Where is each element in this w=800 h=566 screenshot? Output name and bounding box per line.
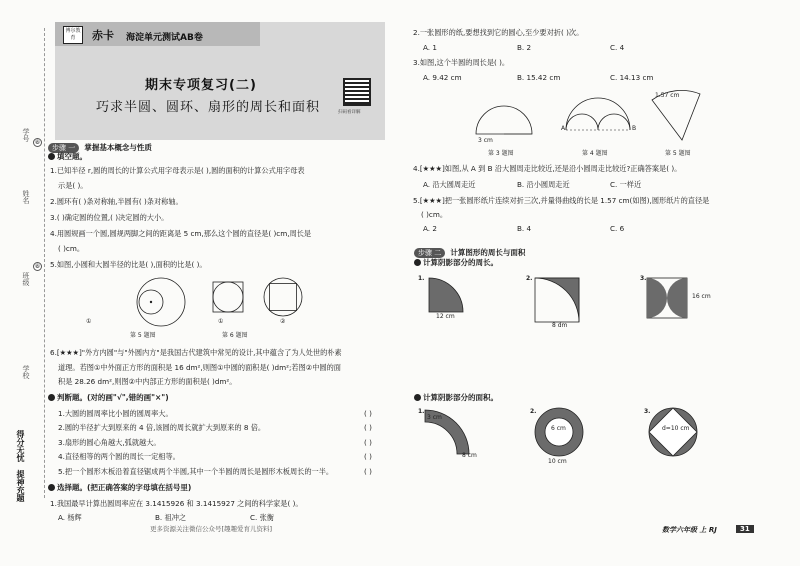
choice-option: A. 9.42 cm: [423, 73, 462, 82]
perim-n1: 1.: [418, 275, 425, 282]
fill-q3: 3.( )确定圆的位置,( )决定圆的大小。: [50, 213, 169, 222]
choice-option: C. 张衡: [250, 513, 274, 522]
area-d2a: 6 cm: [551, 425, 566, 432]
choice-option: B. 沿小圆周走近: [517, 180, 570, 189]
choice-option: B. 4: [517, 224, 532, 233]
fig5-caption: 第 5 题图: [130, 332, 156, 339]
area-n1: 1.: [418, 408, 425, 415]
brand-name: 赤卡: [92, 29, 114, 42]
choice-option: C. 4: [610, 43, 625, 52]
fill-section-title: 填空题。: [48, 151, 87, 162]
perim-n3: 3.: [640, 275, 647, 282]
area-d3: d=10 cm: [662, 425, 690, 432]
perim-d2: 8 dm: [552, 322, 568, 329]
judge-item: 4.直径相等的两个圆的周长一定相等。: [58, 452, 180, 461]
fig5-dim: 1.57 cm: [655, 92, 680, 99]
judge-item: 1.大圆的圆周率比小圆的圆周率大。: [58, 409, 173, 418]
point-a: A: [561, 125, 566, 132]
area-d2b: 10 cm: [548, 458, 567, 465]
choice-q2: 2.一张圆形的纸,要想找到它的圆心,至少要对折( )次。: [413, 28, 584, 37]
label-student-id: 学号: [22, 128, 30, 142]
answer-paren[interactable]: ( ): [364, 409, 372, 418]
fill-q2: 2.圆环有( )条对称轴,半圆有( )条对称轴。: [50, 197, 183, 206]
fill-q6a: 6.[★★★]"外方内圆"与"外圆内方"是我国古代建筑中常见的设计,其中蕴含了为人处世的朴素: [50, 348, 342, 357]
choice-q5a: 5.[★★★]把一张圆形纸片连续对折三次,并量得曲线的长是 1.57 cm(如图),圆形纸片的直径是: [413, 196, 710, 205]
judge-item: 5.把一个圆形木板沿着直径锯成两个半圆,其中一个半圆的周长是圆形木板周长的一半。: [58, 467, 334, 476]
choice-section-title: 选择题。(把正确答案的字母填在括号里): [48, 482, 191, 493]
publisher-logo: 博尔教育: [63, 26, 83, 44]
slogan2: 提神充题: [16, 470, 25, 502]
judge-item: 3.扇形的圆心角越大,弧就越大。: [58, 438, 161, 447]
slogan: 得分无忧: [16, 430, 25, 462]
choice-option: A. 1: [423, 43, 437, 52]
area-figures: [415, 404, 715, 466]
choice-q5b: ( )cm。: [421, 210, 448, 219]
fill-q6b: 道理。若图①中外面正方形的面积是 16 dm²,则图①中圆的面积是( )dm²;若图②中圆的面: [58, 363, 341, 372]
circle-label-2: ②: [280, 318, 286, 325]
choice-option: B. 15.42 cm: [517, 73, 561, 82]
perim-n2: 2.: [526, 275, 533, 282]
label-school: 学校: [22, 365, 30, 379]
choice-option: C. 14.13 cm: [610, 73, 654, 82]
fill-q6c: 积是 28.26 dm²,则图②中内部正方形的面积是( )dm²。: [58, 377, 237, 386]
choice-q4: 4.[★★★]如图,从 A 到 B 沿大圆周走比较近,还是沿小圆周走比较近?正确答案是( )。: [413, 164, 682, 173]
step2-header: 步骤 二 计算图形的周长与面积: [414, 240, 525, 259]
answer-paren[interactable]: ( ): [364, 452, 372, 461]
footer-note: 更多资源关注微信公众号[趣趣爱育儿资料]: [150, 525, 273, 533]
fill-q1b: 示是( )。: [58, 181, 88, 190]
answer-paren[interactable]: ( ): [364, 467, 372, 476]
judge-section-title: 判断题。(对的画"√",错的画"×"): [48, 392, 169, 403]
area-d1a: 3 cm: [427, 414, 442, 421]
point-b: B: [632, 125, 637, 132]
area-n2: 2.: [530, 408, 537, 415]
choice-q3: 3.如图,这个半圆的周长是( )。: [413, 58, 510, 67]
choice-option: A. 2: [423, 224, 437, 233]
page-marker: ⑧: [34, 263, 41, 270]
area-d1b: 8 cm: [462, 452, 477, 459]
choice-option: B. 祖冲之: [155, 513, 187, 522]
fig3-caption: 第 3 题图: [488, 150, 514, 157]
fig3-dim: 3 cm: [478, 137, 493, 144]
fill-q5: 5.如图,小圆和大圆半径的比是( ),面积的比是( )。: [50, 260, 207, 269]
answer-paren[interactable]: ( ): [364, 423, 372, 432]
fig4-caption: 第 4 题图: [582, 150, 608, 157]
choice-figures: [470, 88, 740, 154]
page-subtitle: 巧求半圆、圆环、扇形的周长和面积: [96, 100, 321, 115]
perim-d3: 16 cm: [692, 293, 711, 300]
series-name: 海淀单元测试AB卷: [126, 33, 203, 43]
fill-q4a: 4.用圆规画一个圆,圆规两脚之间的距离是 5 cm,那么这个圆的直径是( )cm,周长是: [50, 229, 312, 238]
answer-paren[interactable]: ( ): [364, 438, 372, 447]
qr-label: 扫码看详解: [338, 110, 361, 115]
choice-q1: 1.我国最早计算出圆周率应在 3.1415926 和 3.1415927 之间的科学家是( )。: [50, 499, 303, 508]
choice-option: C. 6: [610, 224, 625, 233]
fill-q4b: ( )cm。: [58, 244, 85, 253]
perim-d1: 12 cm: [436, 313, 455, 320]
perimeter-section-title: 计算阴影部分的周长。: [414, 257, 498, 268]
choice-option: C. 一样近: [610, 180, 642, 189]
fig5-caption-r: 第 5 题图: [665, 150, 691, 157]
choice-option: B. 2: [517, 43, 532, 52]
page-marker: ⑧: [34, 139, 41, 146]
label-name: 姓名: [22, 190, 30, 204]
judge-item: 2.圆的半径扩大到原来的 4 倍,该圆的周长就扩大到原来的 8 倍。: [58, 423, 266, 432]
step1-header: 步骤 一 掌握基本概念与性质: [48, 135, 152, 154]
fig6-caption: 第 6 题图: [222, 332, 248, 339]
circle-label-1: ①: [86, 318, 92, 325]
circle-label-1b: ①: [218, 318, 224, 325]
binding-line: [44, 28, 45, 498]
page-title: 期末专项复习(二): [145, 78, 257, 93]
area-section-title: 计算阴影部分的面积。: [414, 392, 498, 403]
choice-option: A. 沿大圆周走近: [423, 180, 476, 189]
area-n3: 3.: [644, 408, 651, 415]
fill-q1a: 1.已知半径 r,圆的周长的计算公式用字母表示是( ),圆的面积的计算公式用字母表: [50, 166, 305, 175]
choice-option: A. 杨辉: [58, 513, 82, 522]
qr-code-icon[interactable]: [343, 78, 371, 106]
grade-label: 数学六年级 上 RJ: [662, 526, 717, 534]
page-number: 31: [736, 525, 754, 533]
label-class: 班级: [22, 272, 30, 286]
